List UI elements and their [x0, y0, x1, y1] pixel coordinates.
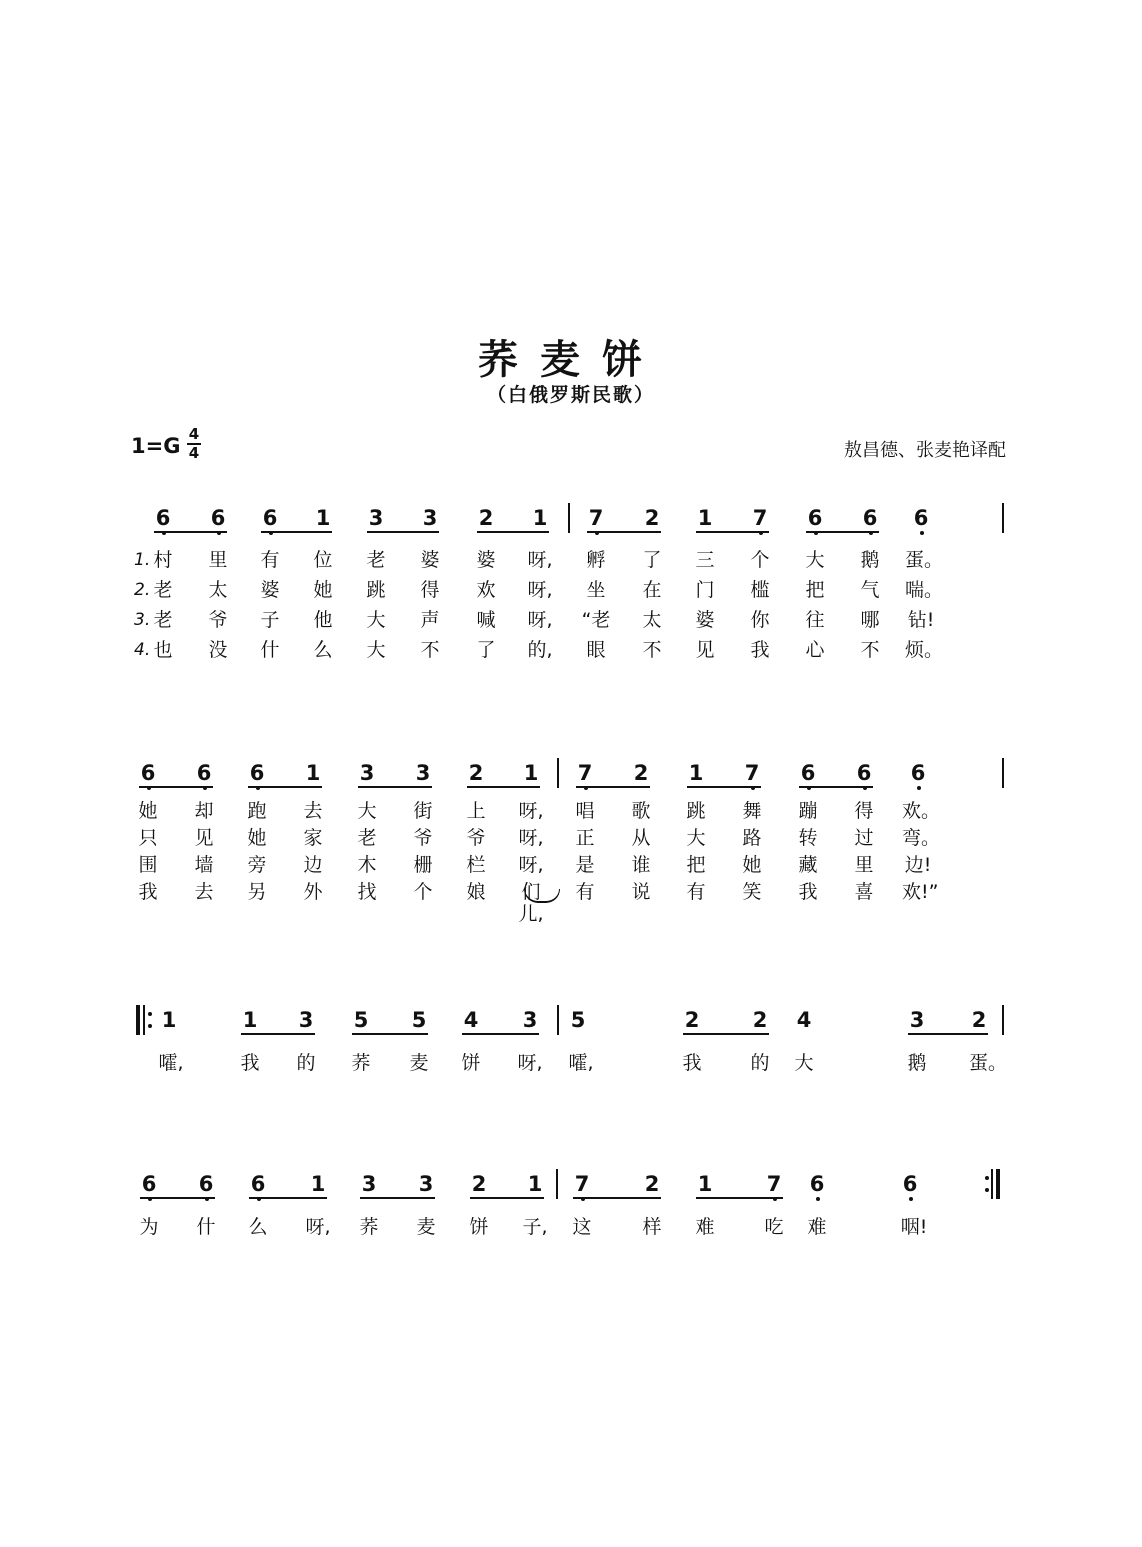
lyric-syllable: 呀,: [518, 827, 544, 849]
lyric-syllable: 子: [260, 609, 280, 631]
note: 3: [368, 506, 384, 530]
note: 6: [911, 507, 931, 529]
lyric-syllable: 太: [208, 579, 228, 601]
beam: [696, 531, 769, 533]
note: 7: [572, 1173, 592, 1195]
repeat-end-thin-bar: [991, 1169, 993, 1199]
lyric-syllable: 呀,: [527, 579, 553, 601]
lyric-syllable: 喘。: [905, 579, 944, 601]
lyric-syllable: 鹅: [860, 549, 880, 571]
lyric-syllable: 难: [807, 1216, 827, 1238]
lyric-syllable: 里: [854, 854, 874, 876]
note: 6: [248, 1173, 268, 1195]
note: 2: [684, 1008, 700, 1032]
note: 1: [523, 761, 539, 785]
lyric-syllable: 呀,: [518, 800, 544, 822]
beam: [249, 1197, 327, 1199]
note: 1: [310, 1172, 326, 1196]
lyric-syllable: 跳: [366, 579, 386, 601]
lyric-syllable: 说: [631, 881, 651, 903]
lyric-syllable: 孵: [586, 549, 606, 571]
beam: [696, 1197, 783, 1199]
lyric-syllable: 心: [805, 639, 825, 661]
lyric-syllable: 舞: [742, 800, 762, 822]
lyric-syllable: 藏: [798, 854, 818, 876]
beam: [799, 786, 873, 788]
lyric-syllable: 有: [686, 881, 706, 903]
note: 1: [242, 1008, 258, 1032]
lyric-syllable: 有: [575, 881, 595, 903]
lyric-syllable: 围: [138, 854, 158, 876]
repeat-dot: [985, 1188, 989, 1192]
lyric-syllable: 大: [366, 639, 386, 661]
beam: [358, 786, 432, 788]
lyric-syllable: 吃: [764, 1216, 784, 1238]
low-octave-dot: [909, 1197, 913, 1201]
lyric-syllable: 大: [805, 549, 825, 571]
note: 6: [805, 507, 825, 529]
time-signature: [186, 426, 202, 462]
note: 1: [697, 1172, 713, 1196]
lyric-syllable: 荞: [359, 1216, 379, 1238]
beam: [360, 1197, 435, 1199]
lyric-syllable: 嚯,: [158, 1052, 184, 1074]
beam: [687, 786, 761, 788]
lyric-syllable: 什: [260, 639, 280, 661]
lyric-syllable: 正: [575, 827, 595, 849]
barline: [556, 1169, 558, 1199]
note: 1: [527, 1172, 543, 1196]
lyric-syllable: 婆: [260, 579, 280, 601]
note: 7: [750, 507, 770, 529]
lyric-syllable: 见: [194, 827, 214, 849]
verse-number: 3.: [134, 610, 151, 630]
lyric-syllable: 老: [153, 579, 173, 601]
lyric-syllable: 蛋。: [969, 1052, 1008, 1074]
note: 6: [860, 507, 880, 529]
note: 1: [688, 761, 704, 785]
lyric-syllable: 嚯,: [568, 1052, 594, 1074]
lyric-syllable: 我: [682, 1052, 702, 1074]
lyric-syllable: 只: [138, 827, 158, 849]
note: 5: [411, 1008, 427, 1032]
lyric-syllable: 了: [642, 549, 662, 571]
note: 7: [764, 1173, 784, 1195]
lyric-syllable: 的: [750, 1052, 770, 1074]
lyric-syllable: 难: [695, 1216, 715, 1238]
lyric-syllable: 老: [153, 609, 173, 631]
beam: [154, 531, 227, 533]
lyric-syllable: 鹅: [907, 1052, 927, 1074]
lyric-syllable: 呀,: [527, 549, 553, 571]
song-subtitle: （白俄罗斯民歌）: [486, 384, 655, 406]
lyric-syllable: 旁: [247, 854, 267, 876]
lyric-syllable: 烦。: [905, 639, 944, 661]
repeat-start-thick-bar: [136, 1005, 140, 1035]
lyric-syllable: 转: [798, 827, 818, 849]
lyric-syllable: 门: [695, 579, 715, 601]
lyric-syllable: 坐: [586, 579, 606, 601]
lyric-syllable: 呀,: [518, 854, 544, 876]
lyric-syllable: 有: [260, 549, 280, 571]
lyric-syllable: 从: [631, 827, 651, 849]
lyric-syllable: 爷: [466, 827, 486, 849]
beam: [467, 786, 540, 788]
note: 2: [478, 506, 494, 530]
note: 2: [471, 1172, 487, 1196]
low-octave-dot: [920, 531, 924, 535]
lyric-syllable: 麦: [409, 1052, 429, 1074]
lyric-syllable: 欢。: [902, 800, 941, 822]
note: 6: [208, 507, 228, 529]
lyric-syllable: 过: [854, 827, 874, 849]
lyric-syllable: 跳: [686, 800, 706, 822]
note: 3: [359, 761, 375, 785]
note: 6: [247, 762, 267, 784]
lyric-syllable: 娘: [466, 881, 486, 903]
lyric-syllable: 欢: [476, 579, 496, 601]
low-octave-dot: [816, 1197, 820, 1201]
lyric-syllable: 蛋。: [905, 549, 944, 571]
low-octave-dot: [917, 786, 921, 790]
note: 2: [971, 1008, 987, 1032]
lyric-syllable: 她: [313, 579, 333, 601]
note: 6: [900, 1173, 920, 1195]
lyric-syllable: 我: [798, 881, 818, 903]
lyric-syllable: 把: [805, 579, 825, 601]
lyric-syllable: 路: [742, 827, 762, 849]
lyric-syllable: 得: [420, 579, 440, 601]
lyric-syllable: 这: [572, 1216, 592, 1238]
repeat-end-thick-bar: [996, 1169, 1000, 1199]
note: 6: [194, 762, 214, 784]
note: 3: [361, 1172, 377, 1196]
note: 3: [415, 761, 431, 785]
lyric-syllable: 跑: [247, 800, 267, 822]
lyric-syllable: 么: [248, 1216, 268, 1238]
lyric-syllable: 外: [303, 881, 323, 903]
beam: [367, 531, 439, 533]
lyric-syllable: 却: [194, 800, 214, 822]
note: 2: [644, 1172, 660, 1196]
verse-number: 1.: [134, 550, 151, 570]
beam: [261, 531, 332, 533]
lyric-syllable: 家: [303, 827, 323, 849]
lyric-syllable: 个: [750, 549, 770, 571]
note: 7: [742, 762, 762, 784]
lyric-syllable: 饼: [469, 1216, 489, 1238]
lyric-syllable: 她: [138, 800, 158, 822]
lyric-syllable: 她: [742, 854, 762, 876]
note: 2: [468, 761, 484, 785]
lyric-syllable: 呀,: [517, 1052, 543, 1074]
lyric-syllable: 爷: [413, 827, 433, 849]
lyric-syllable: 我: [240, 1052, 260, 1074]
lyric-syllable: 婆: [420, 549, 440, 571]
note: 1: [161, 1008, 177, 1032]
barline: [557, 758, 559, 788]
lyric-syllable: 呀,: [305, 1216, 331, 1238]
lyric-syllable: 欢!”: [902, 881, 939, 903]
lyric-syllable: 边: [303, 854, 323, 876]
lyric-syllable: 把: [686, 854, 706, 876]
lyric-syllable: 婆: [695, 609, 715, 631]
lyric-syllable: 位: [313, 549, 333, 571]
note: 3: [422, 506, 438, 530]
lyric-syllable: 另: [247, 881, 267, 903]
lyric-syllable: 我: [138, 881, 158, 903]
lyric-syllable: 我: [750, 639, 770, 661]
lyric-syllable: 大: [366, 609, 386, 631]
note: 6: [138, 762, 158, 784]
lyric-syllable: 的: [296, 1052, 316, 1074]
beam: [573, 1197, 661, 1199]
note: 2: [752, 1008, 768, 1032]
lyric-syllable: 声: [420, 609, 440, 631]
lyric-syllable: 笑: [742, 881, 762, 903]
beam: [477, 531, 549, 533]
verse-number: 2.: [134, 580, 151, 600]
note: 6: [260, 507, 280, 529]
lyric-syllable: 么: [313, 639, 333, 661]
lyric-syllable: 不: [860, 639, 880, 661]
beam: [470, 1197, 544, 1199]
lyric-syllable: 木: [357, 854, 377, 876]
repeat-dot: [148, 1024, 152, 1028]
beam: [806, 531, 879, 533]
lyric-syllable: 他: [313, 609, 333, 631]
lyric-syllable: 眼: [586, 639, 606, 661]
note: 1: [305, 761, 321, 785]
lyric-syllable: 唱: [575, 800, 595, 822]
lyric-syllable: 没: [208, 639, 228, 661]
note: 3: [298, 1008, 314, 1032]
lyric-syllable: 也: [153, 639, 173, 661]
lyric-syllable: 得: [854, 800, 874, 822]
lyric-syllable: 气: [860, 579, 880, 601]
lyric-syllable: 不: [420, 639, 440, 661]
lyric-syllable: 们儿,: [518, 881, 544, 925]
note: 6: [139, 1173, 159, 1195]
lyric-syllable: 槛: [750, 579, 770, 601]
note: 5: [353, 1008, 369, 1032]
song-title: 荞麦饼: [478, 336, 664, 383]
repeat-dot: [148, 1012, 152, 1016]
barline: [568, 503, 570, 533]
lyric-syllable: 往: [805, 609, 825, 631]
lyric-syllable: 蹦: [798, 800, 818, 822]
lyric-syllable: 去: [303, 800, 323, 822]
lyric-syllable: 荞: [351, 1052, 371, 1074]
lyric-syllable: 村: [153, 549, 173, 571]
lyric-syllable: 你: [750, 609, 770, 631]
lyric-syllable: 大: [794, 1052, 814, 1074]
lyric-syllable: 大: [686, 827, 706, 849]
lyric-syllable: 她: [247, 827, 267, 849]
beam: [241, 1033, 315, 1035]
note: 3: [522, 1008, 538, 1032]
lyric-syllable: 街: [413, 800, 433, 822]
lyric-syllable: 老: [366, 549, 386, 571]
barline: [1002, 1005, 1004, 1035]
lyric-syllable: 的,: [527, 639, 553, 661]
lyric-syllable: 墙: [194, 854, 214, 876]
barline: [557, 1005, 559, 1035]
lyric-syllable: 子,: [522, 1216, 548, 1238]
beam: [462, 1033, 539, 1035]
beam: [683, 1033, 769, 1035]
translator-credit: 敖昌德、张麦艳译配: [844, 440, 1006, 461]
time-signature-bottom: 4: [188, 444, 200, 462]
lyric-syllable: 谁: [631, 854, 651, 876]
lyric-syllable: 栅: [413, 854, 433, 876]
lyric-syllable: 不: [642, 639, 662, 661]
lyric-syllable: 喊: [476, 609, 496, 631]
lyric-syllable: 呀,: [527, 609, 553, 631]
key-signature: 1=G: [131, 434, 181, 458]
lyric-syllable: 饼: [461, 1052, 481, 1074]
lyric-syllable: 样: [642, 1216, 662, 1238]
lyric-syllable: 太: [642, 609, 662, 631]
note: 1: [532, 506, 548, 530]
beam: [576, 786, 650, 788]
lyric-syllable: 咽!: [900, 1216, 928, 1238]
lyric-syllable: 婆: [476, 549, 496, 571]
lyric-syllable: 是: [575, 854, 595, 876]
verse-number: 4.: [134, 640, 151, 660]
barline: [1002, 758, 1004, 788]
beam: [139, 786, 213, 788]
lyric-syllable: 歌: [631, 800, 651, 822]
lyric-syllable: 去: [194, 881, 214, 903]
note: 3: [909, 1008, 925, 1032]
note: 1: [697, 506, 713, 530]
note: 2: [633, 761, 649, 785]
lyric-syllable: 找: [357, 881, 377, 903]
note: 7: [575, 762, 595, 784]
note: 6: [854, 762, 874, 784]
lyric-syllable: 上: [466, 800, 486, 822]
lyric-syllable: 边!: [904, 854, 932, 876]
beam: [908, 1033, 988, 1035]
lyric-syllable: 什: [196, 1216, 216, 1238]
note: 4: [463, 1008, 479, 1032]
repeat-start-thin-bar: [143, 1005, 145, 1035]
beam: [587, 531, 661, 533]
note: 6: [153, 507, 173, 529]
note: 1: [315, 506, 331, 530]
beam: [140, 1197, 215, 1199]
lyric-syllable: 爷: [208, 609, 228, 631]
note: 7: [586, 507, 606, 529]
repeat-dot: [985, 1176, 989, 1180]
lyric-syllable: 喜: [854, 881, 874, 903]
lyric-syllable: 弯。: [902, 827, 941, 849]
note: 2: [644, 506, 660, 530]
time-signature-top: 4: [188, 425, 200, 443]
barline: [1002, 503, 1004, 533]
beam: [248, 786, 322, 788]
lyric-syllable: 老: [357, 827, 377, 849]
lyric-syllable: “老: [581, 609, 611, 631]
note: 3: [418, 1172, 434, 1196]
lyric-syllable: 栏: [466, 854, 486, 876]
note: 6: [807, 1173, 827, 1195]
note: 6: [196, 1173, 216, 1195]
lyric-syllable: 三: [695, 549, 715, 571]
lyric-syllable: 大: [357, 800, 377, 822]
lyric-syllable: 哪: [860, 609, 880, 631]
note: 5: [570, 1008, 586, 1032]
lyric-syllable: 麦: [416, 1216, 436, 1238]
note: 6: [908, 762, 928, 784]
lyric-syllable: 钻!: [907, 609, 935, 631]
lyric-syllable: 见: [695, 639, 715, 661]
beam: [352, 1033, 428, 1035]
lyric-syllable: 为: [139, 1216, 159, 1238]
lyric-syllable: 在: [642, 579, 662, 601]
lyric-syllable: 了: [476, 639, 496, 661]
lyric-syllable: 个: [413, 881, 433, 903]
note: 4: [796, 1008, 812, 1032]
note: 6: [798, 762, 818, 784]
lyric-syllable: 里: [208, 549, 228, 571]
